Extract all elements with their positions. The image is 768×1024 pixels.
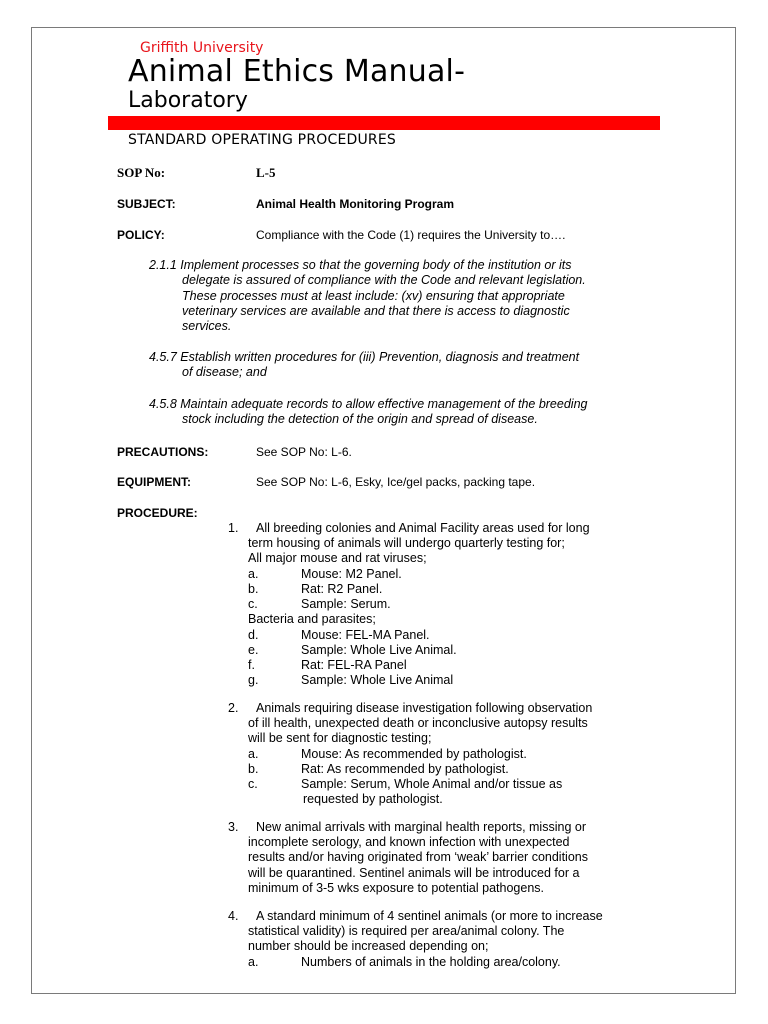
equipment-value: See SOP No: L-6, Esky, Ice/gel packs, packing tape.: [256, 475, 536, 489]
sub-item-value: Rat: R2 Panel.: [301, 582, 383, 596]
step-line: will be sent for diagnostic testing;: [248, 731, 432, 745]
sop-number-value: L-5: [256, 165, 276, 180]
sub-item-key: a.: [248, 567, 259, 581]
sub-item-value: Rat: FEL-RA Panel: [301, 658, 407, 672]
red-divider-bar: [108, 116, 660, 130]
sub-item-key: f.: [248, 658, 255, 672]
step-line: of ill health, unexpected death or inconclusive autopsy results: [248, 716, 588, 730]
policy-item-line: 4.5.7 Establish written procedures for (iii) Prevention, diagnosis and treatment: [149, 350, 580, 364]
policy-item-line: of disease; and: [182, 365, 267, 380]
sub-item-key: a.: [248, 955, 259, 969]
subject-label: SUBJECT:: [117, 197, 176, 211]
step-line: results and/or having originated from ‘weak’ barrier conditions: [248, 850, 588, 864]
sub-item-value: Sample: Whole Live Animal: [301, 673, 454, 687]
sub-item-key: g.: [248, 673, 259, 687]
step-line: term housing of animals will undergo quarterly testing for;: [248, 536, 565, 550]
step-line: number should be increased depending on;: [248, 939, 489, 953]
policy-label: POLICY:: [117, 228, 165, 242]
step-number: 4.: [228, 909, 239, 923]
sub-item-key: b.: [248, 582, 259, 596]
sub-item-value: Rat: As recommended by pathologist.: [301, 762, 509, 776]
policy-value: Compliance with the Code (1) requires the University to….: [256, 228, 566, 242]
policy-item: [149, 350, 579, 381]
policy-item: [149, 258, 586, 334]
step-number: 2.: [228, 701, 239, 715]
step-line: New animal arrivals with marginal health reports, missing or: [256, 820, 586, 834]
manual-subtitle: Laboratory: [128, 88, 248, 113]
sub-item-value: Sample: Serum.: [301, 597, 391, 611]
step-line: All breeding colonies and Animal Facility areas used for long: [256, 521, 590, 535]
subject-value: Animal Health Monitoring Program: [256, 197, 455, 211]
sub-item-value: requested by pathologist.: [303, 792, 443, 806]
manual-title: Animal Ethics Manual-: [128, 54, 466, 89]
precautions-label: PRECAUTIONS:: [117, 445, 209, 459]
step-number: 3.: [228, 820, 239, 834]
sub-item-key: c.: [248, 597, 258, 611]
sub-item-value: Mouse: M2 Panel.: [301, 567, 402, 581]
sub-heading: Bacteria and parasites;: [248, 612, 376, 626]
sub-item-key: d.: [248, 628, 259, 642]
step-line: statistical validity) is required per area/animal colony. The: [248, 924, 565, 938]
sub-item-key: a.: [248, 747, 259, 761]
policy-item-line: delegate is assured of compliance with the Code and relevant legislation.: [182, 273, 586, 288]
step-line: incomplete serology, and known infection with unexpected: [248, 835, 570, 849]
sub-item-value: Mouse: As recommended by pathologist.: [301, 747, 527, 761]
policy-item: [149, 397, 587, 428]
sub-item-value: Sample: Whole Live Animal.: [301, 643, 457, 657]
step-line: Animals requiring disease investigation following observation: [256, 701, 593, 715]
sub-item-value: Sample: Serum, Whole Animal and/or tissue as: [301, 777, 563, 791]
section-heading: STANDARD OPERATING PROCEDURES: [128, 132, 396, 148]
sub-item-key: e.: [248, 643, 259, 657]
sub-item-value: Numbers of animals in the holding area/colony.: [301, 955, 561, 969]
sub-item-key: b.: [248, 762, 259, 776]
step-line: will be quarantined. Sentinel animals will be introduced for a: [248, 866, 580, 880]
sub-item-key: c.: [248, 777, 258, 791]
university-name: Griffith University: [140, 40, 264, 56]
policy-item-line: services.: [182, 319, 232, 334]
equipment-label: EQUIPMENT:: [117, 475, 192, 489]
step-line: All major mouse and rat viruses;: [248, 551, 427, 565]
step-number: 1.: [228, 521, 239, 535]
step-line: minimum of 3-5 wks exposure to potential pathogens.: [248, 881, 544, 895]
sub-item-value: Mouse: FEL-MA Panel.: [301, 628, 430, 642]
policy-item-line: These processes must at least include: (xv) ensuring that appropriate: [182, 288, 565, 303]
policy-item-line: 4.5.8 Maintain adequate records to allow effective management of the breeding: [149, 397, 588, 411]
precautions-value: See SOP No: L-6.: [256, 445, 352, 459]
policy-item-line: veterinary services are available and that there is access to diagnostic: [182, 303, 570, 318]
policy-item-line: stock including the detection of the origin and spread of disease.: [182, 412, 538, 427]
policy-item-line: 2.1.1 Implement processes so that the governing body of the institution or its: [149, 258, 572, 272]
sop-number-label: SOP No:: [117, 165, 166, 180]
step-line: A standard minimum of 4 sentinel animals (or more to increase: [256, 909, 603, 923]
procedure-label: PROCEDURE:: [117, 506, 198, 520]
